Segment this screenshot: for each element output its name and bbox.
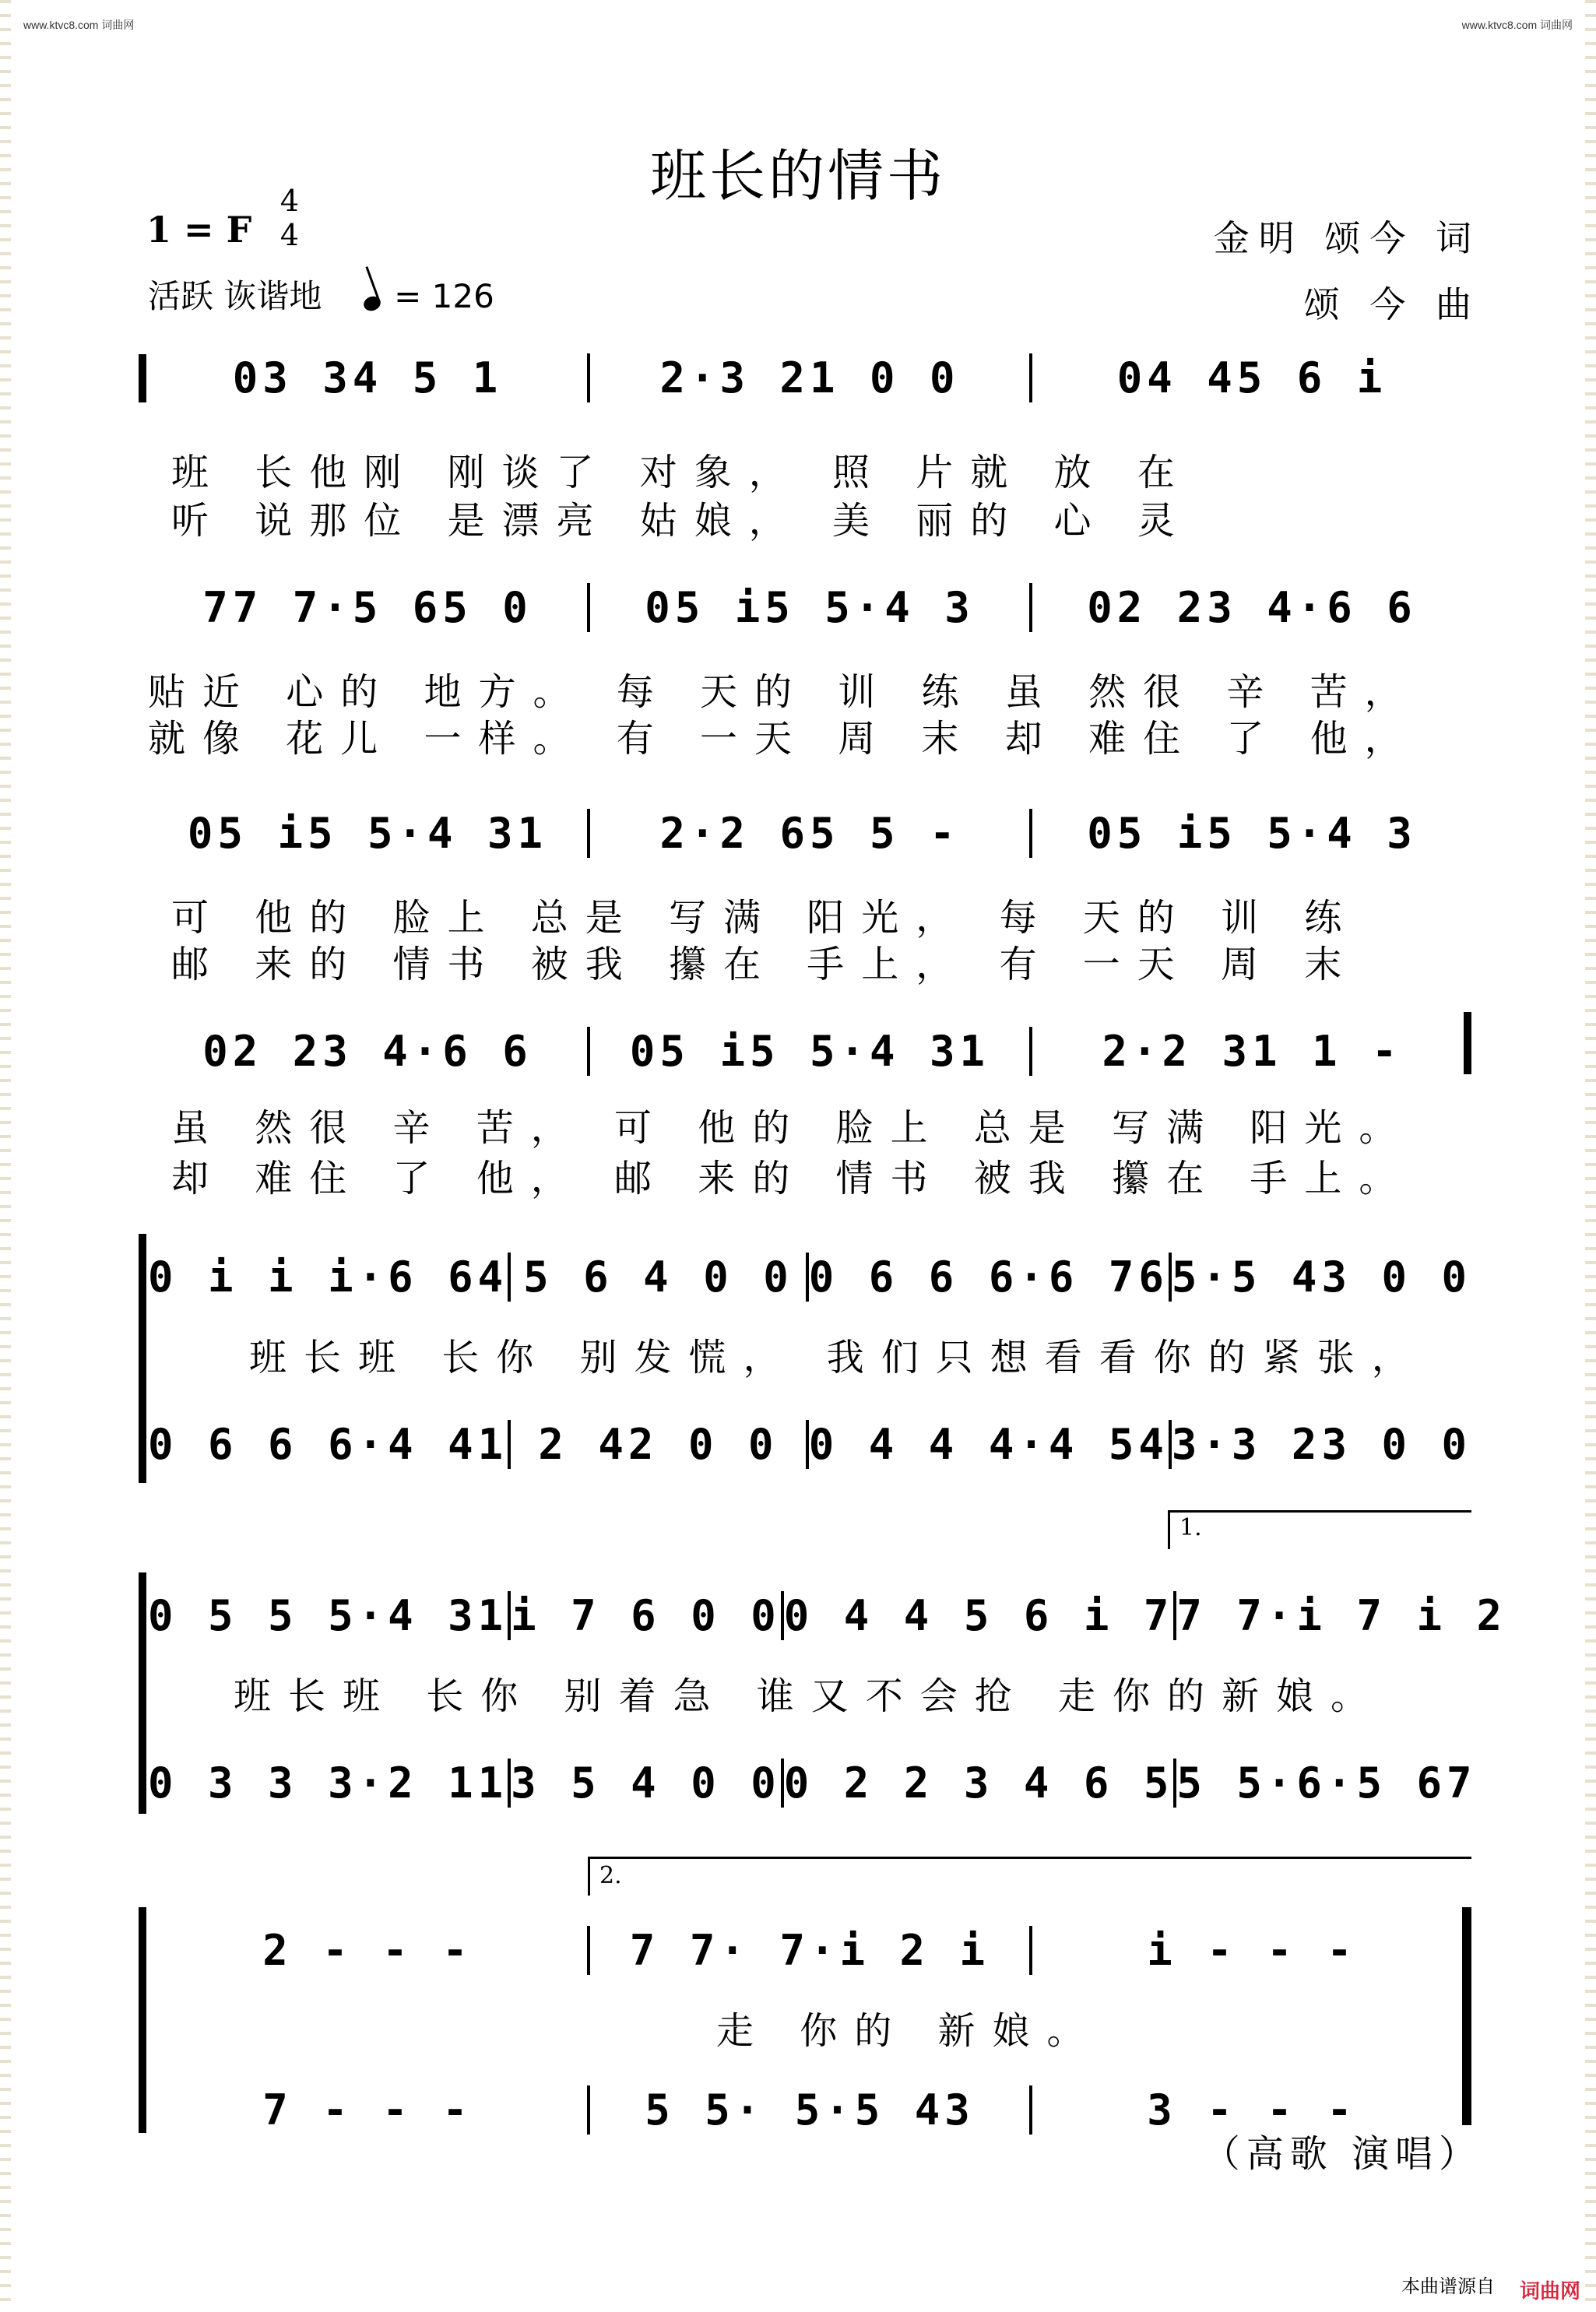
measure: 05 i5 5·4 31 — [187, 808, 548, 858]
measure: 5 5·6·5 67 — [1173, 1759, 1476, 1808]
system-bracket — [139, 1572, 146, 1814]
lower-voice-line — [148, 1755, 1477, 1810]
measure: 2·3 21 0 0 — [587, 353, 1029, 402]
measure: 2·2 65 5 - — [587, 809, 1029, 858]
tempo-mood: 活跃 诙谐地 — [148, 277, 322, 315]
measure: 7 - - - — [262, 2085, 473, 2135]
measure: 0 5 5 5·4 31 — [148, 1590, 508, 1640]
measure: 05 i5 5·4 3 — [1029, 809, 1471, 858]
lyric-verse-1: 贴近 心的 地方。 每 天的 训 练 虽 然很 辛 苦， — [148, 670, 1419, 714]
song-title: 班长的情书 — [649, 143, 946, 209]
upper-voice-line — [148, 1588, 1507, 1643]
upper-voice-line — [148, 1249, 1471, 1304]
lyric-verse-1: 虽 然很 辛 苦， 可 他的 脸上 总是 写满 阳光。 — [171, 1106, 1414, 1150]
measure: 03 34 5 1 — [232, 353, 503, 402]
measure: 3·3 23 0 0 — [1169, 1420, 1471, 1469]
measure: 02 23 4·6 6 — [1029, 583, 1471, 632]
footer-source-text: 本曲谱源自 — [1401, 2275, 1495, 2297]
measure: 2 42 0 0 — [508, 1420, 806, 1469]
measure: 02 23 4·6 6 — [202, 1026, 533, 1076]
tempo-marking — [148, 271, 494, 318]
measure: 5 6 4 0 0 — [508, 1253, 806, 1302]
key-signature: 1 = F — [146, 209, 252, 251]
quarter-note-icon — [361, 294, 382, 313]
singer-credit: （高歌 演唱） — [1202, 2132, 1482, 2176]
chorus-lyric: 班长班 长你 别发慌， 我们只想看看你的紧张， — [249, 1336, 1426, 1379]
measure: 0 6 6 6·6 76 — [806, 1253, 1169, 1302]
ending-lyric: 走 你的 新娘。 — [716, 2009, 1102, 2053]
measure: 0 3 3 3·2 11 — [148, 1758, 508, 1808]
system-bracket — [139, 1234, 146, 1483]
measure: 3 5 4 0 0 — [508, 1759, 781, 1808]
melody-line — [148, 580, 1471, 634]
left-page-edge — [0, 0, 11, 2312]
lyricist-credit: 金明 颂今 词 — [1213, 217, 1481, 259]
second-ending-line — [588, 1857, 1471, 1859]
measure: 77 7·5 65 0 — [202, 582, 533, 632]
footer-site-logo[interactable]: 词曲网 — [1519, 2280, 1580, 2303]
time-signature-top: 4 — [279, 184, 300, 218]
measure: 2·2 31 1 - — [1029, 1027, 1471, 1076]
measure: 05 i5 5·4 31 — [587, 1027, 1029, 1076]
measure: 0 i i i·6 64 — [148, 1252, 508, 1302]
lyric-verse-2: 就像 花儿 一样。 有 一天 周 末 却 难住 了 他， — [148, 717, 1419, 761]
melody-line — [148, 1024, 1471, 1078]
lyric-verse-1: 班 长他刚 刚谈了 对象， 照 片就 放 在 — [171, 451, 1192, 494]
measure: 7 7·i 7 i 2 — [1173, 1591, 1506, 1640]
system-bracket — [139, 1907, 146, 2133]
measure: 5·5 43 0 0 — [1169, 1253, 1471, 1302]
measure: 0 6 6 6·4 41 — [148, 1419, 508, 1469]
lyric-verse-1: 可 他的 脸上 总是 写满 阳光， 每 天的 训 练 — [171, 896, 1359, 940]
measure: i 7 6 0 0 — [508, 1591, 781, 1640]
first-ending-tick — [1168, 1510, 1170, 1549]
site-header-left[interactable]: www.ktvc8.com 词曲网 — [23, 19, 135, 31]
first-ending-label: 1. — [1179, 1514, 1202, 1541]
lyric-verse-2: 听 说那位 是漂亮 姑娘， 美 丽的 心 灵 — [171, 499, 1192, 543]
upper-voice-line — [148, 1923, 1471, 1977]
measure: 04 45 6 i — [1029, 353, 1471, 402]
chorus-lyric: 班长班 长你 别着急 谁又不会抢 走你的新娘。 — [234, 1674, 1386, 1718]
measure: 3 - - - — [1029, 2085, 1471, 2135]
melody-line — [148, 350, 1471, 405]
measure: 0 4 4 5 6 i 7 — [781, 1591, 1174, 1640]
measure: 2 - - - — [262, 1925, 473, 1975]
second-ending-label: 2. — [599, 1862, 622, 1889]
measure: 7 7· 7·i 2 i — [587, 1926, 1029, 1975]
measure: 5 5· 5·5 43 — [587, 2085, 1029, 2135]
site-header-right[interactable]: www.ktvc8.com 词曲网 — [1461, 19, 1573, 31]
repeat-start-bar — [139, 354, 146, 402]
second-ending-tick — [588, 1857, 590, 1896]
measure: 05 i5 5·4 3 — [587, 583, 1029, 632]
composer-credit: 颂 今 曲 — [1303, 283, 1481, 325]
lyric-verse-2: 邮 来的 情书 被我 攥在 手上， 有 一天 周 末 — [171, 943, 1359, 986]
measure: 0 4 4 4·4 54 — [806, 1420, 1169, 1469]
tempo-bpm: = 126 — [394, 277, 494, 315]
time-signature — [274, 184, 305, 252]
melody-line — [148, 806, 1471, 860]
measure: 0 2 2 3 4 6 5 — [781, 1759, 1174, 1808]
first-ending-line — [1168, 1510, 1471, 1513]
measure: i - - - — [1029, 1926, 1471, 1975]
lyric-verse-2: 却 难住 了 他， 邮 来的 情书 被我 攥在 手上。 — [171, 1157, 1414, 1200]
time-signature-bottom: 4 — [279, 218, 300, 252]
right-page-edge — [1585, 0, 1596, 2312]
lower-voice-line — [148, 1417, 1471, 1471]
